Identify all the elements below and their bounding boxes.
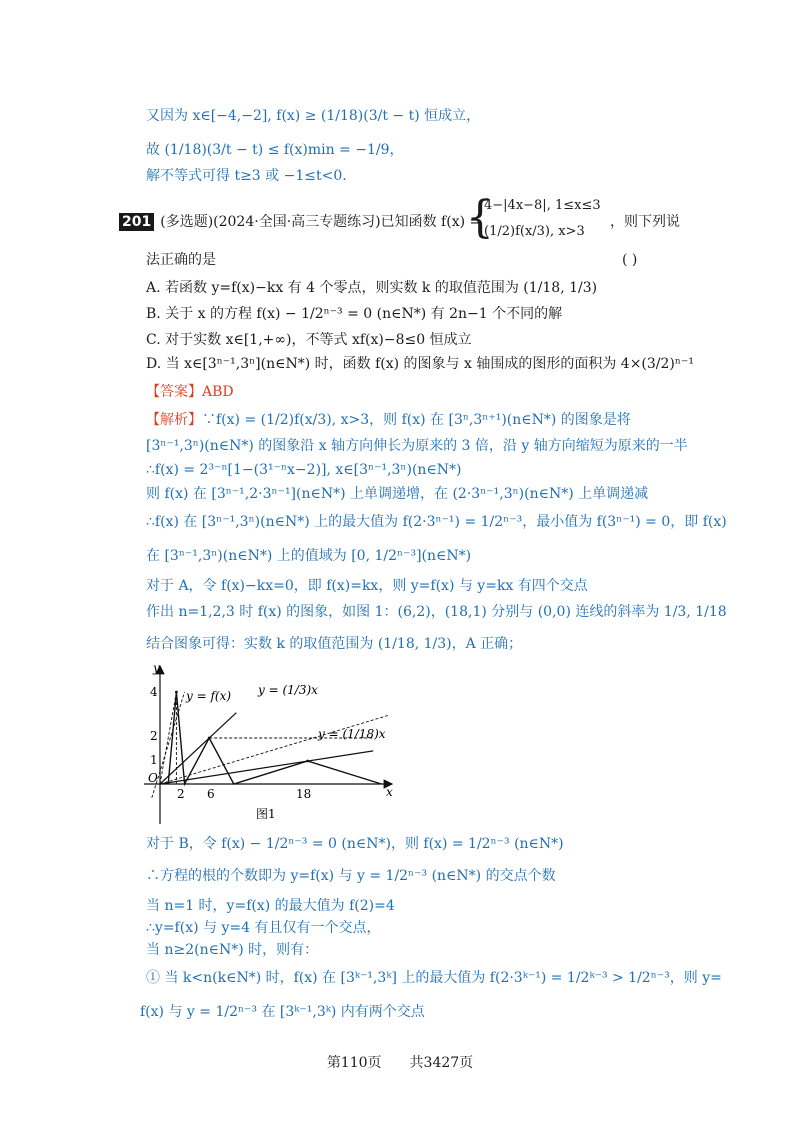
analysis-line [146, 410, 631, 430]
question-stem-line2: 法正确的是 [146, 252, 216, 268]
x-tick-label: 2 [177, 787, 185, 801]
analysis-line: 在 [3ⁿ⁻¹,3ⁿ)(n∈N*) 上的值域为 [0, 1/2ⁿ⁻³](n∈N*) [146, 548, 472, 564]
peak-point [175, 691, 178, 694]
y-tick-label: 1 [150, 753, 158, 767]
answer-label: 【答案】 [146, 384, 202, 400]
question-stem-text: (多选题)(2024·全国·高三专题练习)已知函数 f(x) = [160, 214, 482, 230]
x-tick-label: 18 [296, 787, 312, 801]
figure-1 [140, 658, 410, 830]
option-c: C. 对于实数 x∈[1,+∞)，不等式 xf(x)−8≤0 恒成立 [146, 332, 472, 348]
series-line-eighteenth [160, 751, 373, 784]
analysis-line: ∴y=f(x) 与 y=4 有且仅有一个交点， [146, 920, 381, 936]
analysis-line: 作出 n=1,2,3 时 f(x) 的图象，如图 1：(6,2)，(18,1) 分别与 (0,0) 连线的斜率为 1/3, 1/18 [146, 604, 727, 620]
analysis-line: ∴f(x) 在 [3ⁿ⁻¹,3ⁿ)(n∈N*) 上的最大值为 f(2·3ⁿ⁻¹) = 1/2ⁿ⁻³，最小值为 f(3ⁿ⁻¹) = 0，即 f(x) [146, 514, 727, 530]
option-a: A. 若函数 y=f(x)−kx 有 4 个零点，则实数 k 的取值范围为 (1/18, 1/3) [146, 280, 598, 296]
analysis-line: 则 f(x) 在 [3ⁿ⁻¹,2·3ⁿ⁻¹](n∈N*) 上单调递增，在 (2·3ⁿ⁻¹,3ⁿ)(n∈N*) 上单调递减 [146, 486, 649, 502]
answer-value: ABD [202, 384, 234, 400]
option-d: D. 当 x∈[3ⁿ⁻¹,3ⁿ](n∈N*) 时，函数 f(x) 的图象与 x 轴围成的图形的面积为 4×(3/2)ⁿ⁻¹ [146, 356, 694, 372]
analysis-text: ∵f(x) = (1/2)f(x/3), x>3，则 f(x) 在 [3ⁿ,3ⁿ⁺¹)(n∈N*) 的图象是将 [202, 412, 631, 428]
line-label-eighteenth: y = (1/18)x [318, 727, 386, 741]
analysis-line: 对于 A，令 f(x)−kx=0，即 f(x)=kx，则 y=f(x) 与 y=kx 有四个交点 [146, 578, 588, 594]
analysis-line: [3ⁿ⁻¹,3ⁿ)(n∈N*) 的图象沿 x 轴方向伸长为原来的 3 倍，沿 y 轴方向缩短为原来的一半 [146, 438, 688, 454]
peak-point [208, 737, 211, 740]
y-axis-label: y [153, 661, 160, 675]
text-line: 又因为 x∈[−4,−2], f(x) ≥ (1/18)(3/t − t) 恒成立， [146, 108, 481, 124]
helper-dashed-line [160, 715, 390, 784]
answer-paren: ( ) [622, 252, 638, 268]
x-axis-label: x [386, 785, 393, 799]
text-line: 解不等式可得 t≥3 或 −1≤t<0. [146, 168, 347, 184]
analysis-line: 当 n=1 时，y=f(x) 的最大值为 f(2)=4 [146, 898, 395, 914]
option-b: B. 关于 x 的方程 f(x) − 1/2ⁿ⁻³ = 0 (n∈N*) 有 2n−1 个不同的解 [146, 306, 563, 322]
answer-line [146, 382, 234, 402]
line-label-third: y = (1/3)x [258, 683, 318, 697]
question-number: 201 [119, 213, 154, 231]
analysis-label: 【解析】 [146, 412, 202, 428]
peak-point [306, 760, 309, 763]
curve-label-f: y = f(x) [186, 689, 232, 703]
analysis-line: 对于 B，令 f(x) − 1/2ⁿ⁻³ = 0 (n∈N*)，则 f(x) = 1/2ⁿ⁻³ (n∈N*) [146, 836, 564, 852]
page-footer: 第110页 共3427页 [326, 1055, 474, 1071]
figure-caption: 图1 [256, 807, 276, 821]
origin-label: O [148, 771, 158, 785]
analysis-line: 结合图象可得：实数 k 的取值范围为 (1/18, 1/3)，A 正确； [146, 636, 523, 652]
question-stem [119, 212, 481, 232]
analysis-line: f(x) 与 y = 1/2ⁿ⁻³ 在 [3ᵏ⁻¹,3ᵏ) 内有两个交点 [140, 1004, 425, 1020]
y-tick-label: 4 [150, 685, 158, 699]
analysis-line: 当 n≥2(n∈N*) 时，则有： [146, 942, 319, 958]
question-stem-tail: ，则下列说 [610, 214, 680, 230]
analysis-line: ∴方程的根的个数即为 y=f(x) 与 y = 1/2ⁿ⁻³ (n∈N*) 的交点个数 [146, 868, 556, 884]
y-tick-label: 2 [150, 729, 158, 743]
piecewise-case-2: (1/2)f(x/3), x>3 [484, 224, 585, 239]
text-line: 故 (1/18)(3/t − t) ≤ f(x)min = −1/9， [146, 142, 404, 158]
x-tick-label: 6 [207, 787, 215, 801]
piecewise-brace: { [466, 192, 494, 243]
piecewise-case-1: 4−|4x−8|, 1≤x≤3 [484, 198, 601, 213]
analysis-line: ∴f(x) = 2³⁻ⁿ[1−(3¹⁻ⁿx−2)], x∈[3ⁿ⁻¹,3ⁿ)(n∈N*) [146, 462, 462, 478]
analysis-line: ① 当 k<n(k∈N*) 时，f(x) 在 [3ᵏ⁻¹,3ᵏ] 上的最大值为 f(2·3ᵏ⁻¹) = 1/2ᵏ⁻³ > 1/2ⁿ⁻³，则 y= [146, 970, 722, 986]
